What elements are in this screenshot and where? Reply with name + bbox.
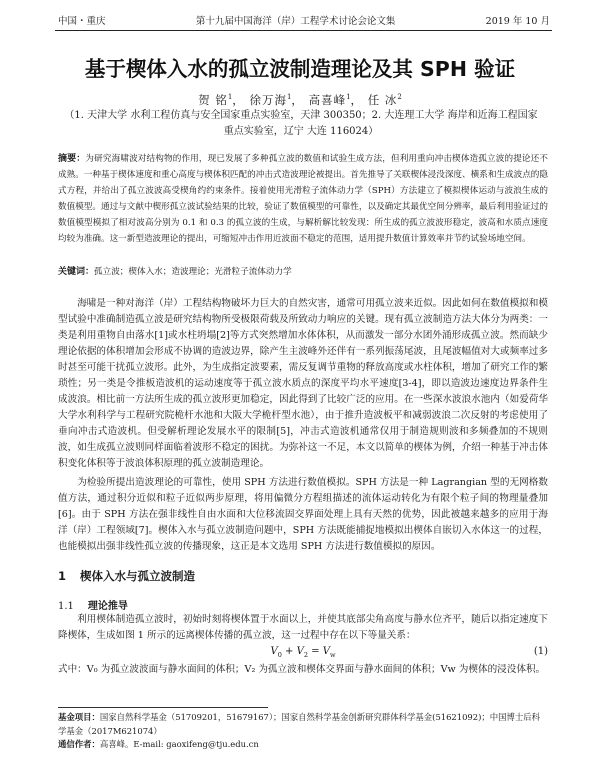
header-location: 中国・重庆 — [58, 16, 106, 27]
author-3: 高喜峰$^1$ — [308, 93, 351, 107]
author-4: 任 冰$^2$ — [367, 93, 402, 107]
paper-title: 基于楔体入水的孤立波制造理论及其 SPH 验证 — [84, 57, 516, 81]
equation-explanation: 式中：V₀ 为孤立波波面与静水面间的体积；V₂ 为孤立波和楔体交界面与静水面间的体积；Vw 为楔体的浸没体积。 — [58, 664, 546, 675]
section-title: 楔体入水与孤立波制造 — [80, 569, 196, 583]
funding-note: 基金项目：国家自然科学基金（51709201，51679167）；国家自然科学基金创新研究群体科学基金(51621092)；中国博士后科学基金（2017M621074） — [58, 712, 540, 736]
author-2: 徐万海$^1$ — [249, 93, 292, 107]
affiliations: （1. 天津大学 水利工程仿真与安全国家重点实验室，天津 300350；2. 大连理工大学 海岸和近海工程国家重点实验室，辽宁 大连 116024） — [64, 110, 538, 137]
abstract-label: 摘要： — [58, 154, 86, 164]
subsection-heading — [58, 597, 128, 612]
header-date: 2019 年 10 月 — [485, 16, 550, 27]
keywords-text: 孤立波；楔体入水；造波理论；光滑粒子流体动力学 — [94, 267, 292, 277]
author-list: 贺 铭$^1$， 徐万海$^1$， 高喜峰$^1$， 任 冰$^2$ — [198, 93, 402, 107]
footnotes — [58, 711, 548, 752]
intro-paragraph-1: 海啸是一种对海洋（岸）工程结构物破坏力巨大的自然灾害，通常可用孤立波来近似。因此如何在数值模拟和模型试验中准确制造孤立波是研究结构物所受极限荷载及所致动力响应的关键。现有孤立波制造方法大体分为两类：一类是利用重物自由落水[1]或水柱坍塌[2]等方式突然增加水体体积，从而激发一部分水团外涌形成孤立波。然而缺少理论依据的体积增加会形成不协调的造波边界，除产生主波峰外还伴有一系列振荡尾波，且尾波幅值对大或频率过多时甚至可能干扰孤立波形。此外，为生成指定波要素，需反复调节重物的释放高度或水柱体积，增加了研究工作的繁琐性；另一类是令推板造波机的运动速度等于孤立波水质点的深度平均水平速度[3-4]，即以造波边速度边界条件生成波浪。相比前一方法所生成的孤立波形更加稳定，因此得到了比较广泛的应用。在一些深水波浪水池内（如爱荷华大学水利科学与工程研究院桅杆水池和大阪大学桅杆型水池），由于推升造波板平和减弱波浪二次反射的考虑使用了垂向冲击式造波机。但受解析理论发展水平的限制[5]，冲击式造波机通常仅用于制造规则波和多频叠加的不规则波，如生成孤立波则同样面临着波形不稳定的困扰。为弥补这一不足，本文以简单的楔体为例，介绍一种基于冲击体积变化体积等于波浪体积原理的孤立波制造理论。 — [58, 298, 548, 469]
footnote-rule — [58, 707, 268, 708]
running-header — [58, 13, 550, 27]
keywords-label: 关键词： — [58, 267, 95, 277]
equation-1 — [58, 646, 548, 662]
section-heading — [58, 568, 195, 584]
derivation-paragraph: 利用楔体制造孤立波时，初始时刻将楔体置于水面以上，并使其底部尖角高度与静水位齐平，随后以指定速度下降楔体，生成如图 1 所示的远离楔体传播的孤立波，这一过程中存在以下等量关系： — [58, 614, 548, 641]
equation-number: (1) — [533, 646, 548, 657]
section-number: 1 — [58, 569, 67, 583]
keywords — [58, 264, 548, 280]
equation-formula: $V_0 + V_2 = V_w$ — [270, 646, 336, 659]
header-rule — [55, 30, 552, 31]
header-proceedings: 第十九届中国海洋（岸）工程学术讨论会论文集 — [195, 16, 396, 27]
intro-paragraph-2: 为检验所提出造波理论的可靠性，使用 SPH 方法进行数值模拟。SPH 方法是一种 Lagrangian 型的无网格数值方法，通过积分近似和粒子近似两步原理，将用偏微分方程组描述的流体运动转化为有限个粒子间的物理量叠加[6]。由于 SPH 方法在强非线性自由水面和大位移流固交界面处理上具有天然的优势，因此被越来越多的应用于海洋（岸）工程领域[7]。楔体入水与孤立波制造问题中，SPH 方法既能捕捉地模拟出楔体自嵌切入水体这一的过程，也能模拟出强非线性孤立波的传播现象，这正是本文选用 SPH 方法进行数值模拟的原因。 — [58, 477, 548, 552]
author-1: 贺 铭$^1$ — [198, 93, 233, 107]
correspondence-note: 通信作者：高喜峰。E-mail: gaoxifeng@tju.edu.cn — [58, 739, 259, 749]
subsection-number: 1.1 — [58, 601, 74, 612]
abstract-text: 为研究海啸波对结构物的作用，现已发展了多种孤立波的数值和试验生成方法，但利用重向冲击楔体造孤立波的提论还不成熟。一种基于楔体速度和重心高度与楔体积匹配的冲击式造波理论被提出。首先推导了关联楔体浸没深度、横系和生成波点的隐式方程，并给出了孤立波波高受楔角约约束条件。接着使用光滑粒子流体动力学（SPH）方法建立了模拟楔体运动与波浪生成的数值模型。通过与文献中楔形孤立波试验结果的比较，验证了数值模型的可靠性，以及确定其最优空间分辨率，最后利用验证过的数值模型模拟了相对波高分别为 0.1 和 0.3 的孤立波的生成，与解析解比较发现：所生成的孤立波波形稳定，波高和水质点速度均较为准确。这一新型造波理论的提出，可缩短冲击作用近波面不稳定的范围，适用提升数值计算效率并节约试验场地空间。 — [58, 154, 548, 244]
subsection-title: 理论推导 — [87, 601, 128, 612]
abstract — [58, 151, 548, 247]
